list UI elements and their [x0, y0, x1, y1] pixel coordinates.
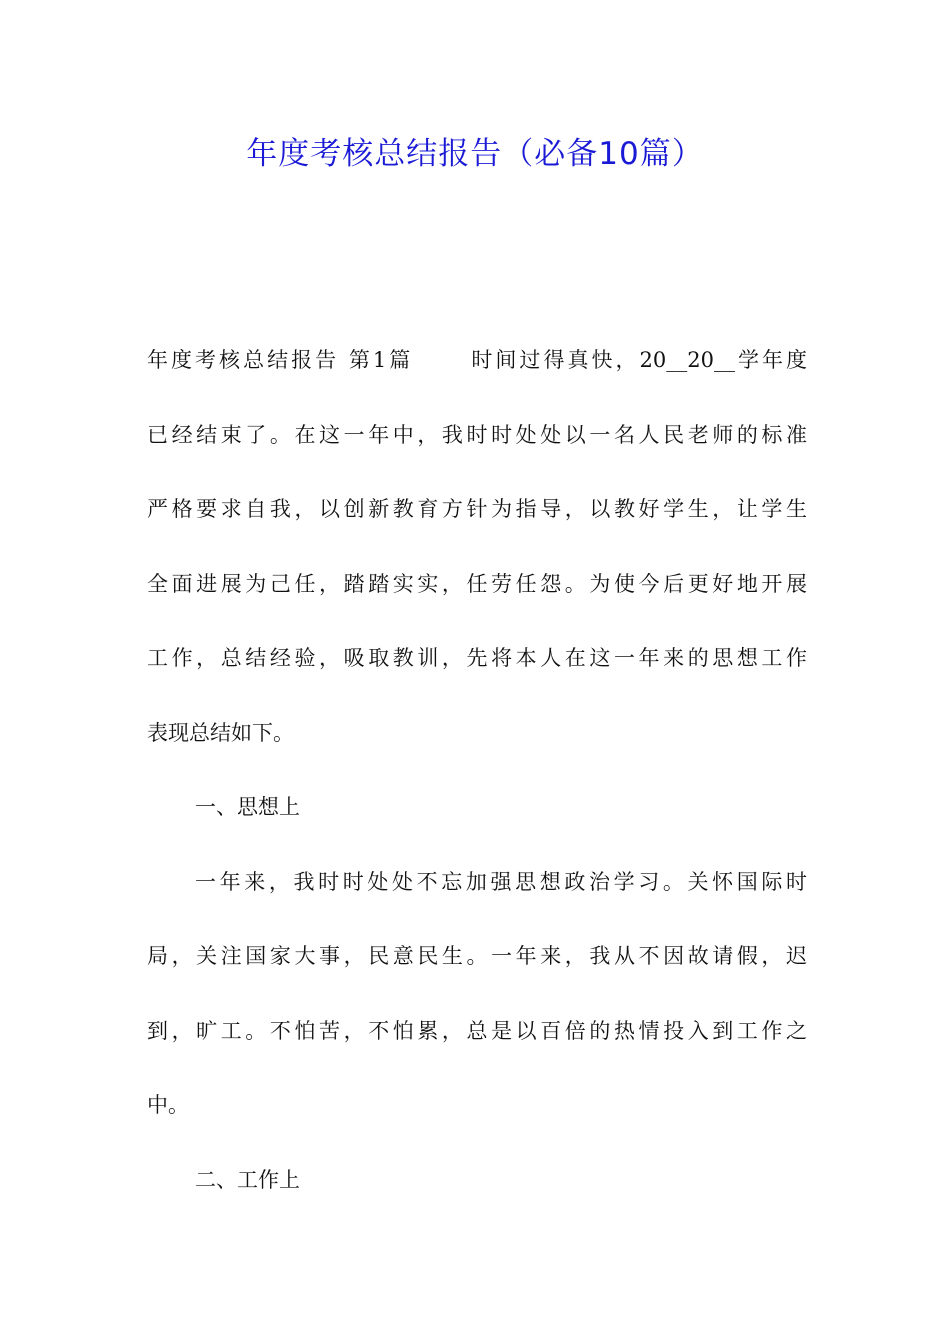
body-line: 年度考核总结报告 第1篇 时间过得真快，20__20__学年度	[147, 348, 807, 372]
body-line: 中。	[147, 1093, 189, 1117]
document-title: 年度考核总结报告（必备10篇）	[246, 136, 704, 172]
body-line: 到，旷工。不怕苦，不怕累，总是以百倍的热情投入到工作之	[147, 1019, 807, 1043]
body-line: 严格要求自我，以创新教育方针为指导，以教好学生，让学生	[147, 497, 807, 521]
section-heading: 一、思想上	[195, 795, 300, 819]
section-heading: 二、工作上	[195, 1168, 300, 1192]
body-line: 一年来，我时时处处不忘加强思想政治学习。关怀国际时	[195, 870, 807, 894]
body-line: 全面进展为己任，踏踏实实，任劳任怨。为使今后更好地开展	[147, 572, 807, 596]
body-line: 已经结束了。在这一年中，我时时处处以一名人民老师的标准	[147, 423, 807, 447]
body-line: 工作，总结经验，吸取教训，先将本人在这一年来的思想工作	[147, 646, 807, 670]
body-line: 表现总结如下。	[147, 721, 294, 745]
body-line: 局，关注国家大事，民意民生。一年来，我从不因故请假，迟	[147, 944, 807, 968]
